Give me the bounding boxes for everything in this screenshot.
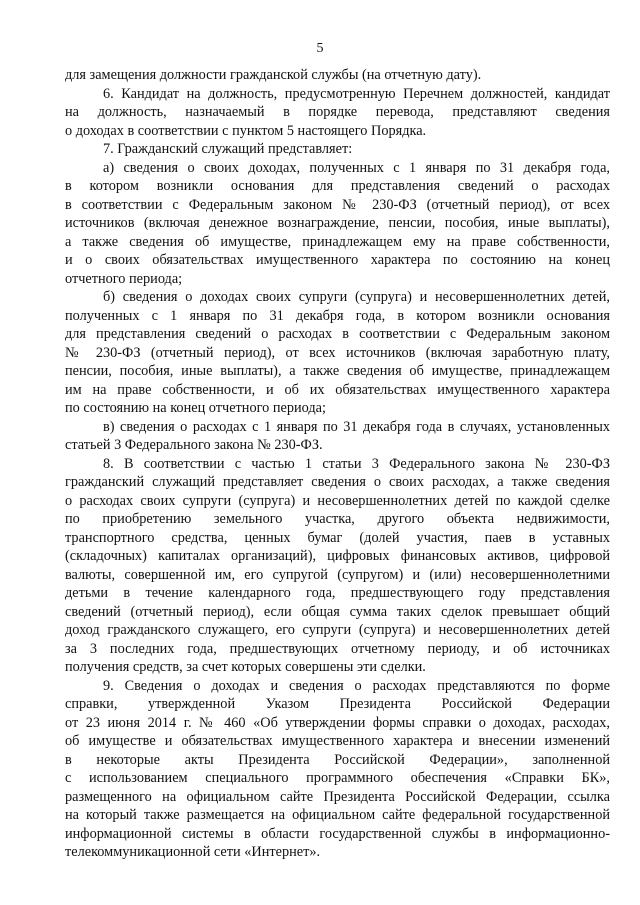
text-line: для представления сведений о расходах в соответствии с Федеральным законом (65, 326, 610, 342)
text-line: с использованием специального программного обеспечения «Справки БК», (65, 770, 610, 786)
text-line: на должность, назначаемый в порядке перевода, представляют сведения (65, 104, 610, 120)
text-line: о доходах в соответствии с пунктом 5 настоящего Порядка. (65, 122, 427, 139)
text-line: в котором возникли основания для представления сведений о расходах (65, 178, 610, 194)
text-line: отчетного периода; (65, 270, 183, 287)
text-line: по состоянию на конец отчетного периода; (65, 400, 326, 416)
text-line: б) сведения о доходах своих супруги (супруга) и несовершеннолетних детей, (103, 289, 610, 305)
text-line: получения средств, за счет которых совершены эти сделки. (65, 659, 426, 675)
text-line: (складочных) капиталах организаций), цифровых финансовых активов, цифровой (65, 548, 610, 564)
text-line: № 230-ФЗ (отчетный период), от всех источников (включая заработную плату, (65, 344, 610, 361)
text-line: и о своих обязательствах имущественного характера по состоянию на конец (65, 252, 610, 268)
text-line: по приобретению земельного участка, другого объекта недвижимости, (65, 511, 610, 527)
page-number: 5 (316, 41, 324, 56)
text-line: статьей 3 Федерального закона № 230-ФЗ. (65, 437, 323, 453)
text-line: справки, утвержденной Указом Президента Российской Федерации (65, 696, 610, 712)
text-line: информационной системы в области государственной службы в информационно- (65, 825, 610, 842)
text-line: 9. Сведения о доходах и сведения о расходах представляются по форме (103, 677, 610, 694)
text-line: а также сведения об имуществе, принадлежащем ему на праве собственности, (65, 233, 610, 250)
text-line: в) сведения о расходах с 1 января по 31 декабря года в случаях, установленных (103, 418, 610, 435)
text-line: им на праве собственности, и об их обязательствах имущественного характера (65, 381, 610, 398)
document-body (65, 66, 610, 862)
text-line: гражданский служащий представляет сведения о своих расходах, а также сведения (65, 474, 610, 490)
text-line: 8. В соответствии с частью 1 статьи 3 Федерального закона № 230-ФЗ (103, 455, 610, 472)
text-line: телекоммуникационной сети «Интернет». (65, 844, 321, 860)
text-line: валюты, совершенной им, его супругой (супругом) и (или) несовершеннолетними (65, 566, 610, 583)
text-line: от 23 июня 2014 г. № 460 «Об утверждении формы справки о доходах, расходах, (65, 714, 610, 731)
text-line: в некоторые акты Президента Российской Федерации», заполненной (65, 751, 610, 768)
text-line: для замещения должности гражданской службы (на отчетную дату). (65, 67, 482, 83)
text-line: доход гражданского служащего, его супруги (супруга) и несовершеннолетних детей (65, 622, 610, 638)
text-line: об имуществе и обязательствах имущественного характера и внесении изменений (65, 733, 610, 749)
text-line: о расходах своих супруги (супруга) и несовершеннолетних детей по каждой сделке (65, 492, 610, 509)
text-line: детьми в течение календарного года, предшествующего году представления (65, 585, 610, 601)
text-line: в соответствии с Федеральным законом № 230-ФЗ (отчетный период), от всех (65, 196, 610, 213)
text-line: полученных с 1 января по 31 декабря года, в котором возникли основания (65, 307, 610, 324)
text-line: 7. Гражданский служащий представляет: (103, 141, 353, 157)
text-line: пенсии, пособия, иные выплаты), а также сведения об имуществе, принадлежащем (65, 363, 610, 379)
text-line: а) сведения о своих доходах, полученных с 1 января по 31 декабря года, (103, 159, 610, 176)
text-line: размещенного на официальном сайте Президента Российской Федерации, ссылка (65, 788, 610, 805)
text-line: источников (включая денежное вознаграждение, пенсии, пособия, иные выплаты), (65, 215, 610, 231)
text-line: транспортного средства, ценных бумаг (долей участия, паев в уставных (65, 529, 610, 546)
text-line: 6. Кандидат на должность, предусмотренную Перечнем должностей, кандидат (103, 85, 610, 102)
text-line: за 3 последних года, предшествующих отчетному периоду, и об источниках (65, 640, 610, 657)
text-line: на который также размещается на официальном сайте федеральной государственной (65, 807, 610, 823)
text-line: сведений (отчетный период), если общая сумма таких сделок превышает общий (65, 603, 610, 620)
